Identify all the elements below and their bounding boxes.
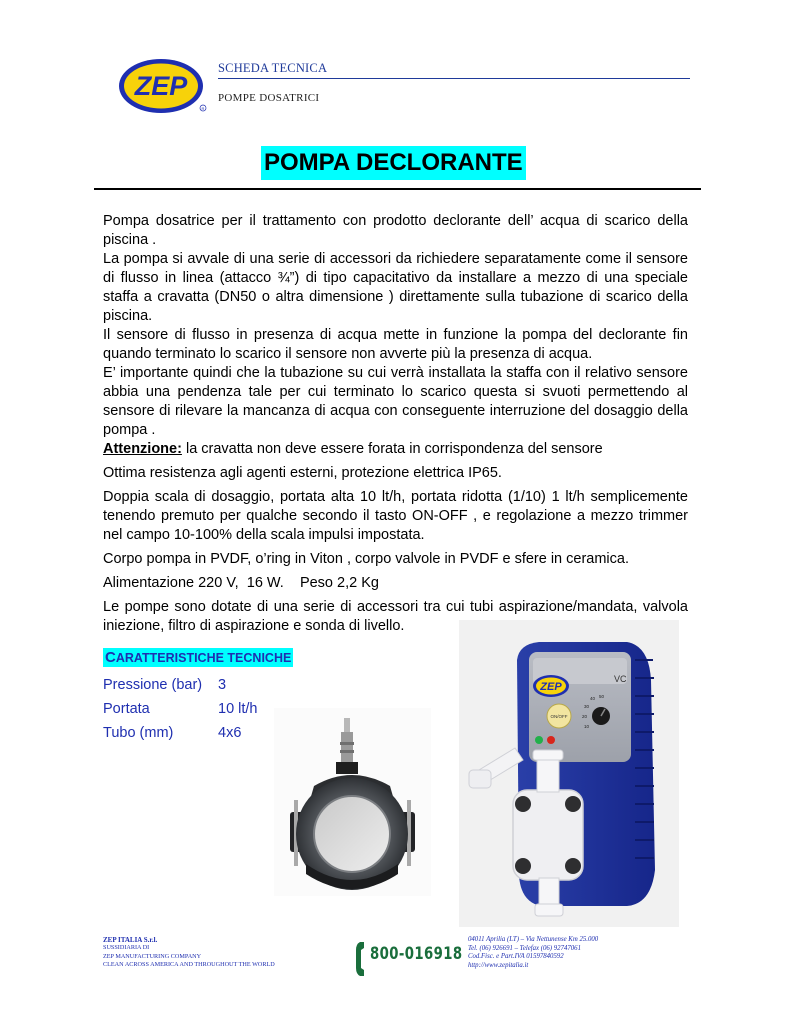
paragraph-slope: E’ importante quindi che la tubazione su cui verrà installata la staffa con il relativo sensore abbia una pendenza tale per cui terminato lo scarico questa si svuoti permettendo al sensore di rilevare la mancanza di acqua con conseguente interruzione del dosaggio della pompa .	[103, 365, 688, 438]
footer-address	[468, 936, 598, 970]
spec-value: 4x6	[218, 725, 242, 741]
sensor-clamp-photo	[274, 708, 431, 896]
pump-model: VC	[614, 674, 627, 684]
paragraph-sensor: Il sensore di flusso in presenza di acqua mette in funzione la pompa del declorante fin quando terminato lo scarico il sensore non avverte più la presenza di acqua.	[103, 327, 688, 362]
header-section: SCHEDA TECNICA	[218, 61, 328, 75]
spec-label: Pressione (bar)	[103, 677, 203, 693]
body-text	[103, 212, 688, 636]
specs-title: CARATTERISTICHE TECNICHE	[105, 649, 292, 666]
logo-text: ZEP	[134, 71, 188, 101]
footer-company-name: ZEP ITALIA S.r.l.	[103, 936, 158, 944]
footer-address-line: Tel. (06) 926691 – Telefax (06) 92747061	[468, 944, 581, 952]
footer-line: CLEAN ACROSS AMERICA AND THROUGHOUT THE WORLD	[103, 961, 275, 969]
attention-label: Attenzione:	[103, 441, 182, 457]
paragraph-scale: Doppia scala di dosaggio, portata alta 10 lt/h, portata ridotta (1/10) 1 lt/h semplicemente tenendo premuto per qualche secondo il tasto ON-OFF , e regolazione a mezzo trimmer nel campo 10-100% della scala impulsi impostata.	[103, 489, 688, 543]
paragraph-included: Le pompe sono dotate di una serie di accessori tra cui tubi aspirazione/mandata, valvola iniezione, filtro di aspirazione e sonda di livello.	[103, 599, 688, 634]
svg-text:20: 20	[582, 714, 588, 719]
svg-text:10: 10	[584, 724, 590, 729]
footer-address-line: Cod.Fisc. e Part.IVA 01597840592	[468, 953, 564, 961]
svg-text:R: R	[201, 106, 205, 111]
pump-brand: ZEP	[540, 681, 562, 693]
zep-logo	[118, 56, 208, 116]
dosing-pump-photo	[459, 620, 679, 927]
header-rule	[218, 78, 690, 79]
footer-address-line: 04011 Aprilia (LT) – Via Nettunense Km 25.000	[468, 936, 599, 943]
paragraph-power: Alimentazione 220 V, 16 W. Peso 2,2 Kg	[103, 575, 379, 591]
svg-text:50: 50	[599, 694, 605, 699]
spec-value: 3	[218, 677, 227, 693]
phone-number[interactable]: 800-016918	[370, 944, 463, 964]
header-subsection: POMPE DOSATRICI	[218, 92, 320, 104]
paragraph-accessories: La pompa si avvale di una serie di accessori da richiedere separatamente come il sensore di flusso in linea (attacco ¾”) di tipo capacitativo da installare a mezzo di una speciale staffa a cravatta (DN50 o altra dimensione ) direttamente sulla tubazione di scarico della piscina.	[103, 251, 688, 324]
title-rule	[94, 188, 701, 190]
spec-value: 10 lt/h	[218, 701, 258, 717]
paragraph-intro: Pompa dosatrice per il trattamento con prodotto declorante dell’ acqua di scarico della piscina .	[103, 213, 688, 248]
pump-onoff: ON/OFF	[550, 714, 568, 719]
spec-row-pressure	[103, 673, 313, 697]
svg-text:40: 40	[590, 696, 596, 701]
paragraph-materials: Corpo pompa in PVDF, o’ring in Viton , corpo valvole in PVDF e sfere in ceramica.	[103, 551, 630, 567]
page-title: POMPA DECLORANTE	[261, 146, 526, 180]
spec-label: Tubo (mm)	[103, 725, 174, 741]
paragraph-resistance: Ottima resistenza agli agenti esterni, protezione elettrica IP65.	[103, 465, 502, 481]
attention-text: la cravatta non deve essere forata in corrispondenza del sensore	[181, 441, 603, 457]
footer-line: SUSSIDIARIA DI	[103, 944, 150, 952]
footer-website-link[interactable]: http://www.zepitalia.it	[468, 961, 529, 969]
svg-text:30: 30	[584, 704, 590, 709]
footer-company	[103, 936, 275, 970]
attention-note	[103, 440, 688, 459]
footer-line: ZEP MANUFACTURING COMPANY	[103, 952, 202, 960]
spec-label: Portata	[103, 701, 150, 717]
